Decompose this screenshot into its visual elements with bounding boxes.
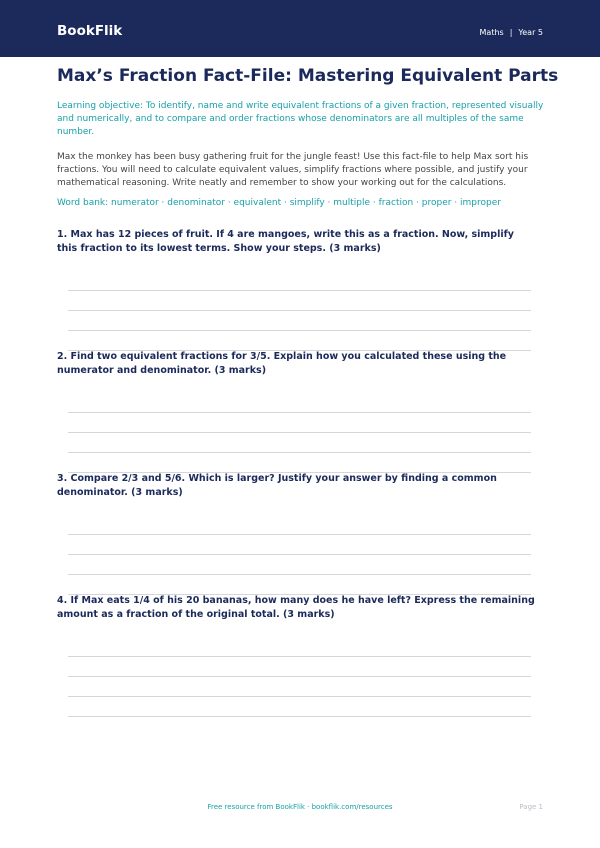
- separator: |: [509, 28, 513, 37]
- answer-line[interactable]: [68, 716, 531, 717]
- answer-line[interactable]: [68, 534, 531, 535]
- answer-line[interactable]: [68, 676, 531, 677]
- header-bar: [0, 0, 600, 57]
- page-title: Max’s Fraction Fact-File: Mastering Equivalent Parts: [57, 66, 559, 86]
- answer-line[interactable]: [68, 656, 531, 657]
- learning-objective: Learning objective: To identify, name and write equivalent fractions of a given fraction, represented visually and numerically, and to compare and order fractions whose denominators are all multiples of the same number.: [57, 101, 544, 137]
- footer-credit[interactable]: Free resource from BookFlik · bookflik.com/resources: [207, 803, 393, 811]
- question-3: 3. Compare 2/3 and 5/6. Which is larger? Justify your answer by finding a common denominator. (3 marks): [57, 473, 497, 498]
- year-label: Year 5: [518, 28, 543, 37]
- answer-line[interactable]: [68, 310, 531, 311]
- subject-label: Maths: [479, 28, 504, 37]
- answer-line[interactable]: [68, 696, 531, 697]
- subject-year-label: [480, 28, 543, 37]
- answer-line[interactable]: [68, 452, 531, 453]
- page-number: Page 1: [519, 803, 543, 811]
- intro-paragraph: Max the monkey has been busy gathering fruit for the jungle feast! Use this fact-file to help Max sort his fractions. You will need to calculate equivalent values, simplify fractions where possible, and justify your mathematical reasoning. Write neatly and remember to show your working out for the calculations.: [57, 152, 529, 188]
- answer-line[interactable]: [68, 330, 531, 331]
- answer-line[interactable]: [68, 432, 531, 433]
- brand-logo[interactable]: BookFlik: [57, 23, 123, 39]
- answer-line[interactable]: [68, 412, 531, 413]
- answer-line[interactable]: [68, 554, 531, 555]
- answer-line[interactable]: [68, 574, 531, 575]
- word-bank: Word bank: numerator · denominator · equivalent · simplify · multiple · fraction · proper · improper: [57, 198, 501, 208]
- question-1: 1. Max has 12 pieces of fruit. If 4 are mangoes, write this as a fraction. Now, simplify this fraction to its lowest terms. Show your steps. (3 marks): [57, 229, 514, 254]
- question-2: 2. Find two equivalent fractions for 3/5. Explain how you calculated these using the numerator and denominator. (3 marks): [57, 351, 507, 376]
- question-4: 4. If Max eats 1/4 of his 20 bananas, how many does he have left? Express the remaining amount as a fraction of the original total. (3 marks): [57, 595, 535, 620]
- answer-line[interactable]: [68, 290, 531, 291]
